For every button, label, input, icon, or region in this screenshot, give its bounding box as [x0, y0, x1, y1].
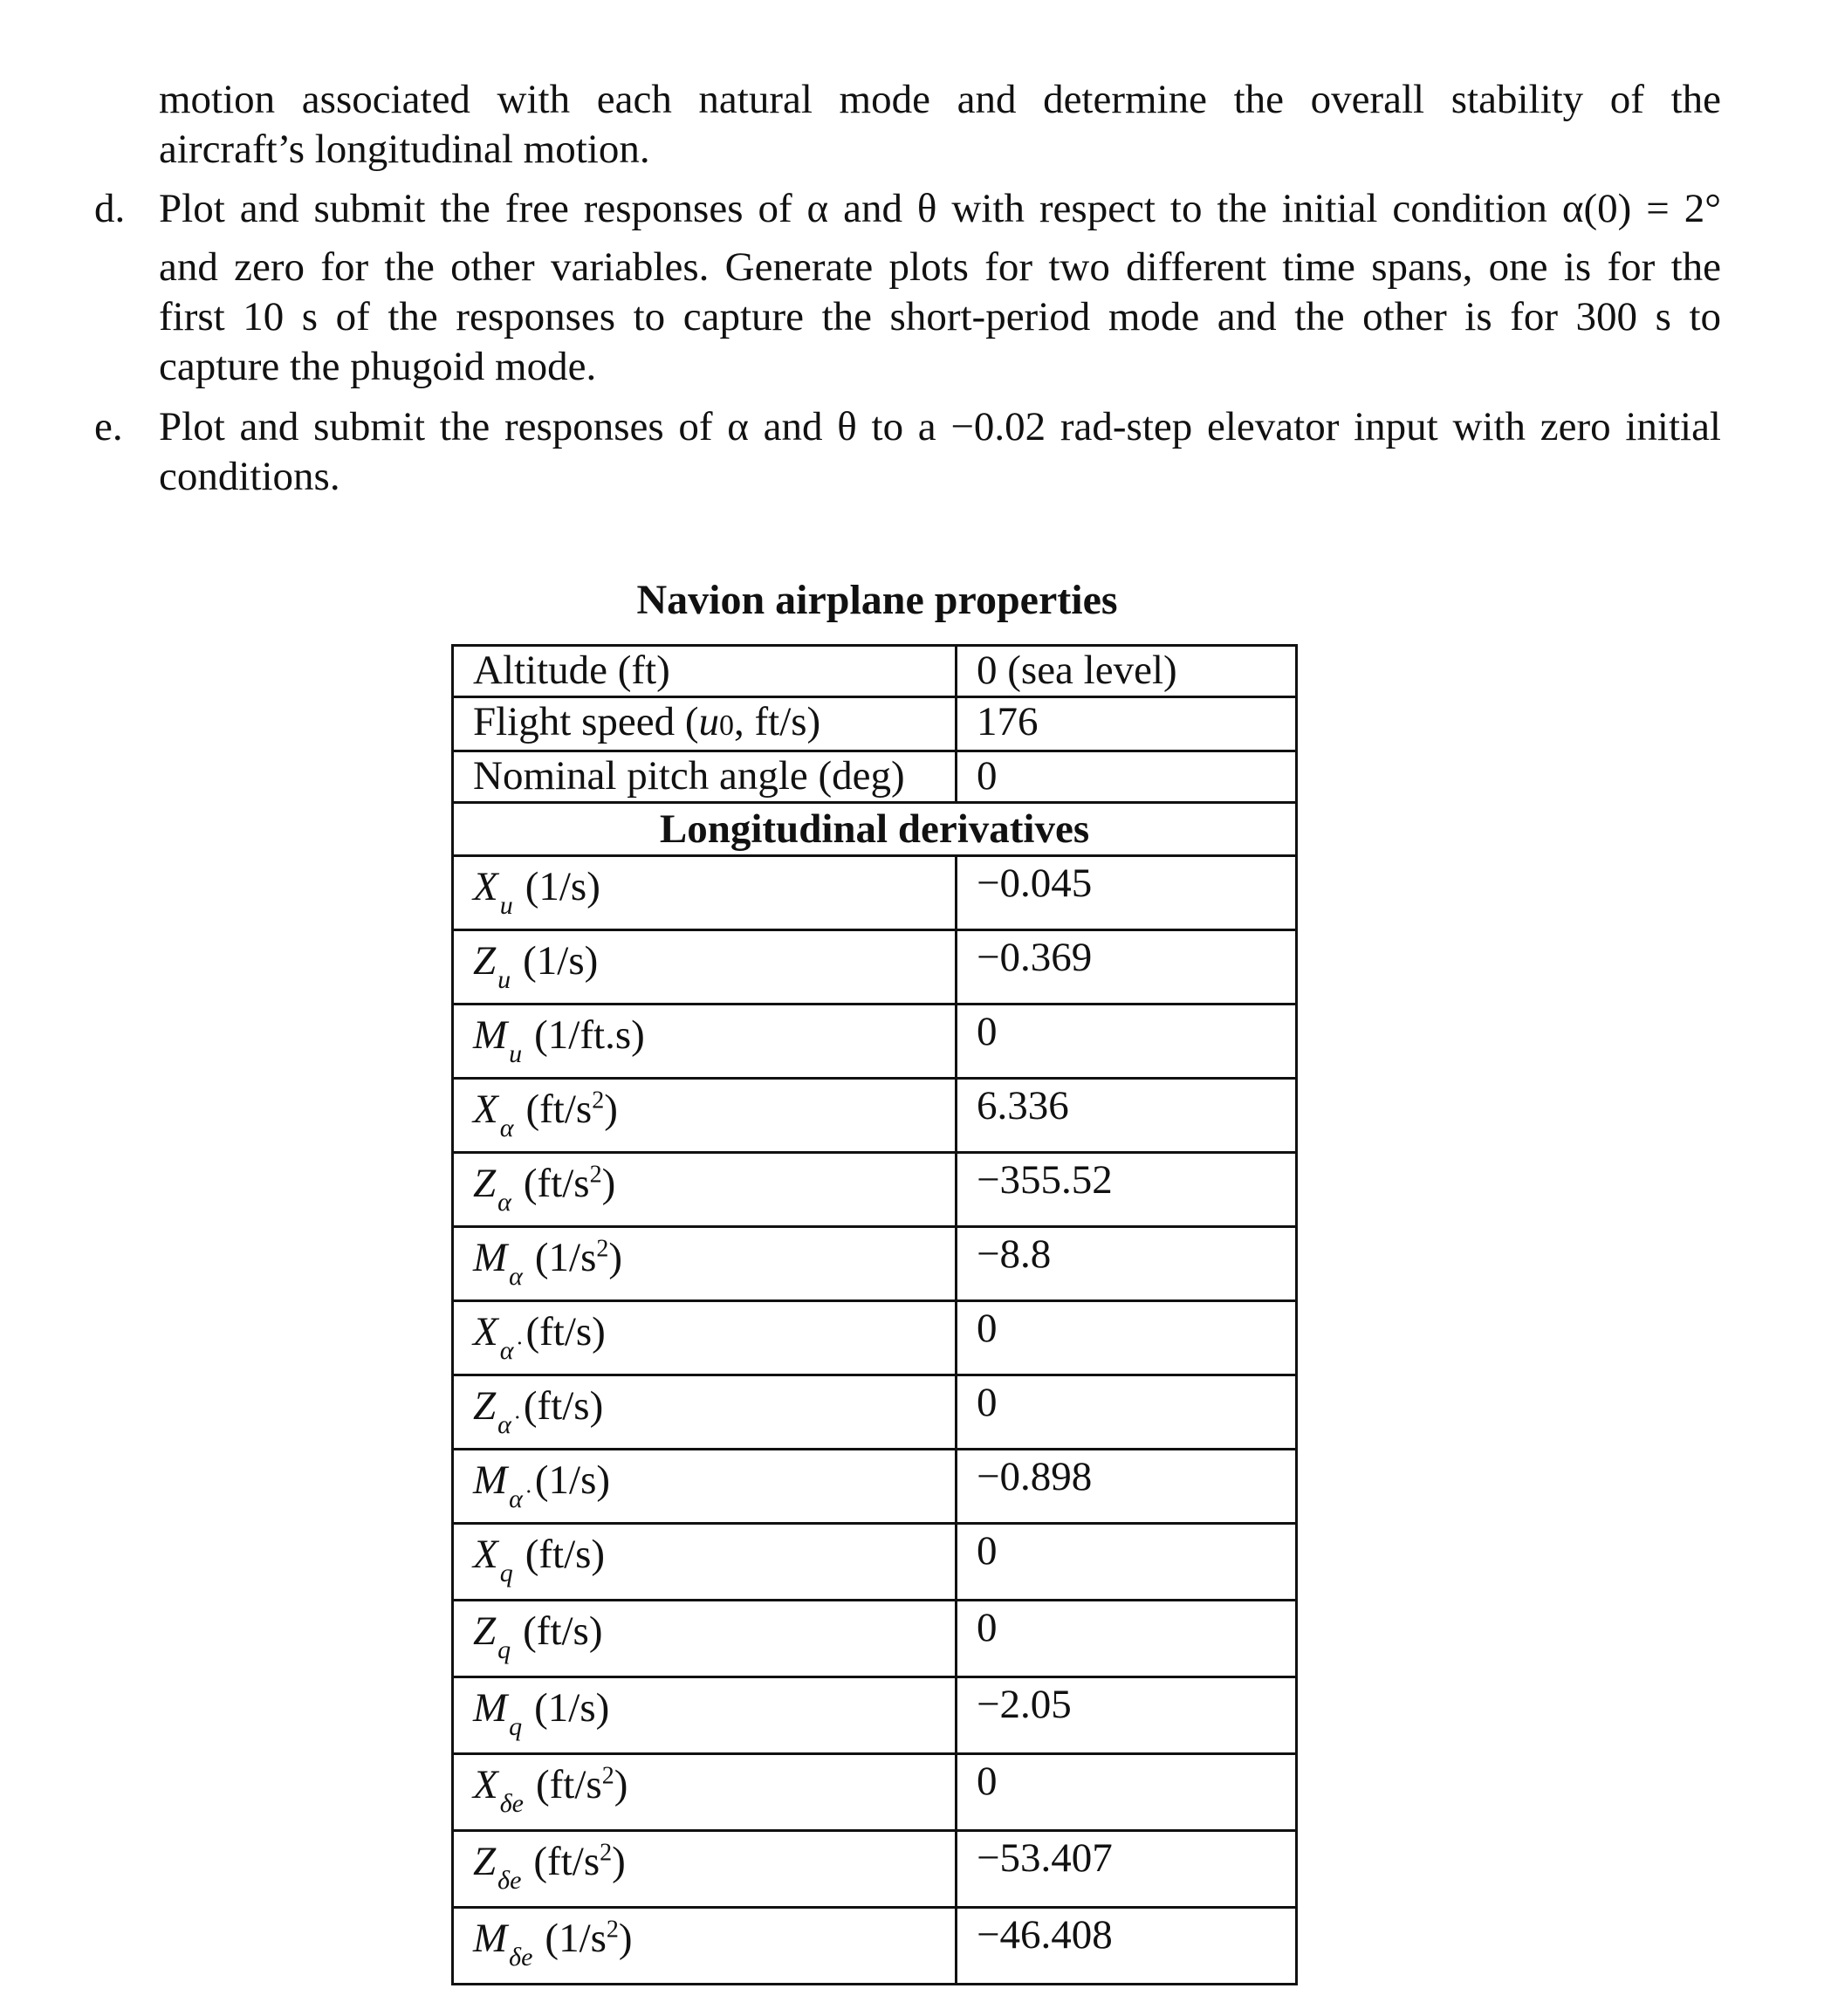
unit-superscript: 2	[600, 1839, 613, 1867]
derivative-unit: (ft/s)	[525, 1309, 606, 1354]
derivative-unit: (1/s)	[525, 864, 600, 909]
derivative-unit: (ft/s	[533, 1839, 600, 1884]
derivative-label	[453, 1227, 957, 1301]
unit-close: )	[608, 1235, 623, 1280]
derivative-label	[453, 930, 957, 1005]
derivative-label	[453, 1831, 957, 1908]
flight-speed-label: Flight speed (u0, ft/s)	[453, 697, 957, 751]
derivative-unit: (ft/s	[535, 1762, 602, 1807]
derivative-label	[453, 1601, 957, 1677]
table-row	[453, 803, 1297, 856]
derivative-symbol: Z	[473, 1383, 497, 1429]
derivative-subscript: α̇	[509, 1485, 523, 1513]
derivative-unit: (1/s	[545, 1916, 607, 1961]
derivative-subscript: q	[499, 1559, 513, 1587]
unit-superscript: 2	[592, 1087, 605, 1114]
derivative-subscript: δe	[497, 1866, 522, 1895]
table-row	[453, 1831, 1297, 1908]
intro-paragraph	[159, 75, 1721, 175]
derivative-value: −46.408	[957, 1908, 1297, 1985]
table-row	[453, 1524, 1297, 1601]
table-row	[453, 1079, 1297, 1153]
derivative-label	[453, 1301, 957, 1375]
altitude-value: 0 (sea level)	[957, 646, 1297, 697]
pitch-angle-label: Nominal pitch angle (deg)	[453, 751, 957, 803]
flight-speed-value: 176	[957, 697, 1297, 751]
derivative-symbol: Z	[473, 1608, 497, 1654]
derivative-value: −8.8	[957, 1227, 1297, 1301]
derivative-value: 0	[957, 1601, 1297, 1677]
table-row	[453, 1301, 1297, 1375]
derivative-symbol: X	[473, 1532, 498, 1577]
altitude-label: Altitude (ft)	[453, 646, 957, 697]
derivative-symbol: M	[473, 1012, 508, 1058]
derivative-unit: (1/s)	[523, 938, 599, 984]
item-e-line-1: Plot and submit the responses of α and θ to a −0.02 rad-step elevator input with zero initial	[159, 404, 1721, 449]
unit-superscript: 2	[589, 1161, 602, 1189]
derivative-symbol: M	[473, 1916, 508, 1961]
derivative-unit: (1/s)	[534, 1457, 611, 1503]
derivative-unit: (1/s)	[534, 1685, 610, 1731]
derivative-label	[453, 1450, 957, 1524]
table-row	[453, 930, 1297, 1005]
derivative-value: 0	[957, 1375, 1297, 1450]
table-row	[453, 1908, 1297, 1985]
pitch-angle-value: 0	[957, 751, 1297, 803]
table-row	[453, 1754, 1297, 1831]
table-row	[453, 646, 1297, 697]
table-row	[453, 1601, 1297, 1677]
derivative-unit: (1/ft.s)	[534, 1012, 645, 1058]
derivative-subscript: u	[509, 1039, 523, 1068]
unit-superscript: 2	[601, 1762, 614, 1790]
derivative-unit: (ft/s)	[525, 1532, 606, 1577]
derivative-label	[453, 1005, 957, 1079]
derivative-value: −0.369	[957, 930, 1297, 1005]
derivative-label	[453, 1754, 957, 1831]
derivative-subscript: α	[499, 1114, 514, 1142]
derivative-symbol: M	[473, 1685, 508, 1731]
derivative-value: −355.52	[957, 1153, 1297, 1227]
item-e-line-2: conditions.	[159, 454, 340, 499]
derivative-value: 0	[957, 1754, 1297, 1831]
derivative-unit: (ft/s	[525, 1087, 593, 1132]
derivative-value: −0.898	[957, 1450, 1297, 1524]
derivative-symbol: Z	[473, 938, 497, 984]
derivative-symbol: X	[473, 864, 498, 909]
derivative-value: 0	[957, 1524, 1297, 1601]
derivatives-body	[453, 856, 1297, 1985]
derivative-symbol: X	[473, 1087, 498, 1132]
intro-line-2: aircraft’s longitudinal motion.	[159, 127, 650, 172]
table-row	[453, 1005, 1297, 1079]
derivative-value: 0	[957, 1005, 1297, 1079]
table-row	[453, 856, 1297, 930]
derivative-label	[453, 1153, 957, 1227]
table-row	[453, 751, 1297, 803]
derivative-label	[453, 856, 957, 930]
derivative-symbol: M	[473, 1235, 508, 1280]
intro-line-1: motion associated with each natural mode and determine the overall stability of the	[159, 77, 1721, 122]
derivative-subscript: α	[509, 1262, 523, 1291]
derivative-subscript: q	[497, 1635, 511, 1664]
item-d-line-2: and zero for the other variables. Generate plots for two different time spans, one is for the	[159, 244, 1721, 290]
item-e-paragraph	[159, 402, 1721, 502]
derivative-unit: (ft/s)	[523, 1383, 604, 1429]
unit-close: )	[601, 1161, 616, 1206]
derivative-symbol: M	[473, 1457, 508, 1503]
derivative-value: 6.336	[957, 1079, 1297, 1153]
derivative-value: −2.05	[957, 1677, 1297, 1754]
derivative-label	[453, 1524, 957, 1601]
section-header: Longitudinal derivatives	[453, 803, 1297, 856]
derivative-value: −0.045	[957, 856, 1297, 930]
item-d-line-3: first 10 s of the responses to capture the short-period mode and the other is for 300 s to	[159, 294, 1721, 339]
derivative-label	[453, 1079, 957, 1153]
derivative-subscript: α̇	[499, 1336, 514, 1365]
unit-superscript: 2	[596, 1235, 609, 1263]
unit-superscript: 2	[606, 1916, 619, 1944]
unit-close: )	[604, 1087, 618, 1132]
item-d-line-1: Plot and submit the free responses of α and θ with respect to the initial condition α(0) = 2°	[159, 186, 1721, 231]
navion-properties-table	[451, 644, 1298, 1985]
derivative-subscript: δe	[499, 1789, 524, 1818]
derivative-label	[453, 1375, 957, 1450]
derivative-unit: (1/s	[534, 1235, 597, 1280]
unit-close: )	[612, 1839, 626, 1884]
derivative-subscript: α̇	[497, 1410, 511, 1439]
table-row	[453, 1153, 1297, 1227]
item-e-letter: e.	[94, 404, 123, 449]
derivative-symbol: X	[473, 1762, 498, 1807]
derivative-symbol: Z	[473, 1839, 497, 1884]
item-d-line-4: capture the phugoid mode.	[159, 344, 597, 389]
derivative-subscript: u	[499, 891, 513, 920]
derivative-subscript: u	[497, 965, 511, 994]
unit-close: )	[614, 1762, 628, 1807]
derivative-label	[453, 1908, 957, 1985]
derivative-value: 0	[957, 1301, 1297, 1375]
table-row	[453, 1375, 1297, 1450]
table-row	[453, 1677, 1297, 1754]
table-title: Navion airplane properties	[636, 577, 1118, 623]
derivative-label	[453, 1677, 957, 1754]
item-d-letter: d.	[94, 186, 126, 231]
derivative-subscript: δe	[509, 1943, 533, 1971]
derivative-subscript: q	[509, 1712, 523, 1741]
derivative-value: −53.407	[957, 1831, 1297, 1908]
derivative-symbol: X	[473, 1309, 498, 1354]
item-d-paragraph	[159, 184, 1721, 392]
derivative-symbol: Z	[473, 1161, 497, 1206]
table-row	[453, 1227, 1297, 1301]
derivative-unit: (ft/s	[523, 1161, 590, 1206]
derivative-subscript: α	[497, 1188, 511, 1217]
derivative-unit: (ft/s)	[523, 1608, 603, 1654]
table-row	[453, 697, 1297, 751]
table-row	[453, 1450, 1297, 1524]
unit-close: )	[618, 1916, 633, 1961]
